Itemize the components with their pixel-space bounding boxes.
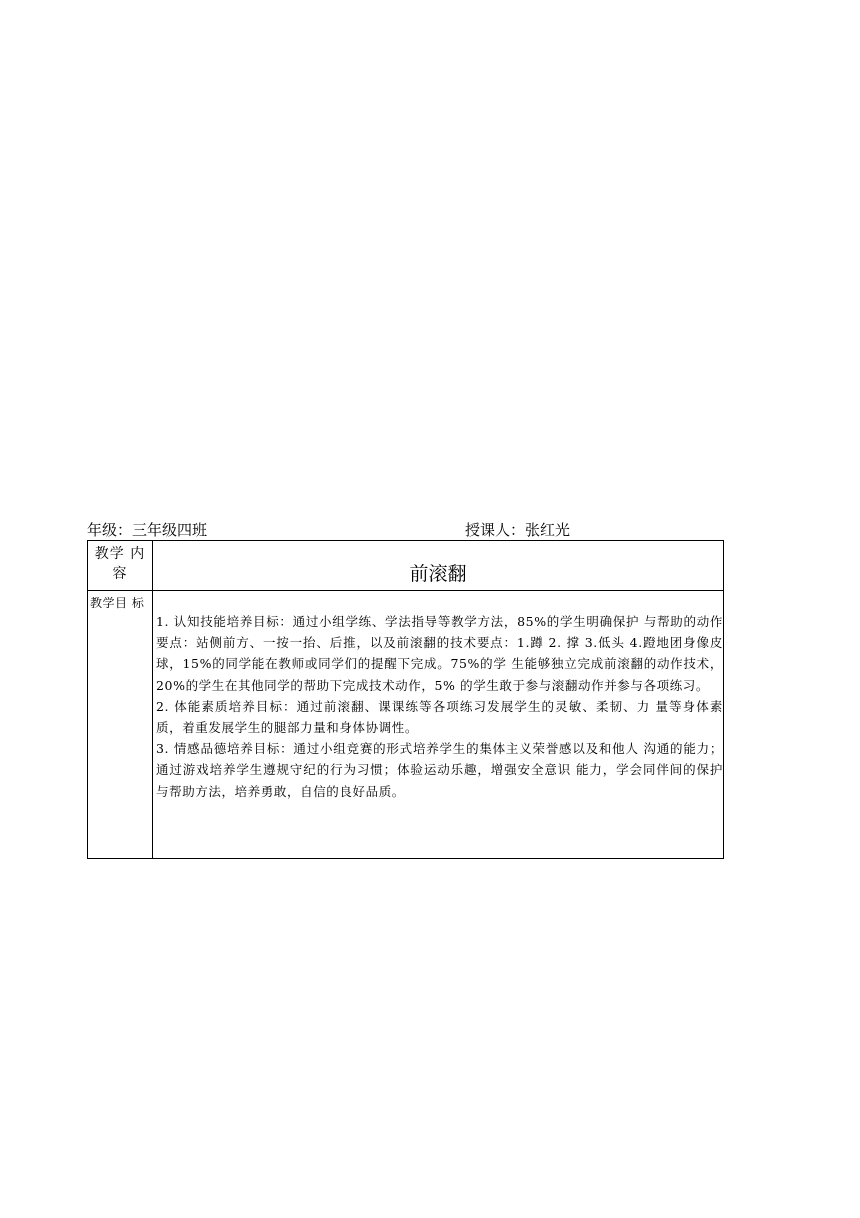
goals-label: 教学目 标 [88,591,153,859]
teacher-label: 授课人：张红光 [465,521,571,539]
goal-moral: 3. 情感品德培养目标：通过小组竞赛的形式培养学生的集体主义荣誉感以及和他人 沟通的能力；通过游戏培养学生遵规守纪的行为习惯；体验运动乐趣，增强安全意识 能力，学会同伴间的保护与帮助方法，培养勇敢，自信的良好品质。 [156,741,723,799]
goals-body [153,591,724,859]
grade-label: 年级：三年级四班 [87,521,208,539]
topic-title: 前滚翻 [409,563,467,585]
goal-cognitive: 1. 认知技能培养目标：通过小组学练、学法指导等教学方法，85%的学生明确保护 与帮助的动作要点：站侧前方、一按一抬、后推，以及前滚翻的技术要点：1.蹲 2. 撑 3.低头 4.蹬地团身像皮球，15%的同学能在教师或同学们的提醒下完成。75%的学 生能够独立完成前滚翻的动作技术，20%的学生在其他同学的帮助下完成技术动作，5% 的学生敢于参与滚翻动作并参与各项练习。 [156,614,723,693]
lesson-plan-table [87,540,724,859]
goals-row [88,591,724,859]
topic-cell [153,541,724,591]
goal-physical: 2. 体能素质培养目标：通过前滚翻、课课练等各项练习发展学生的灵敏、柔韧、力 量等身体素质，着重发展学生的腿部力量和身体协调性。 [156,698,723,736]
content-label: 教学 内 容 [88,541,153,591]
content-row [88,541,724,591]
